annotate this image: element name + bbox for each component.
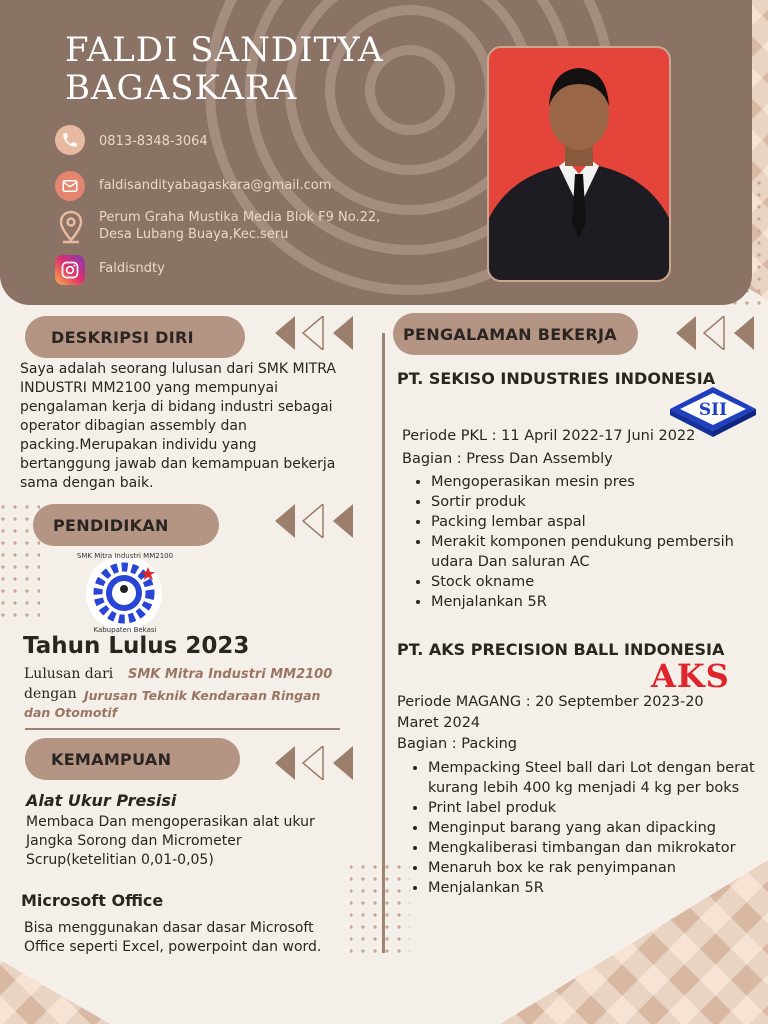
job1-bagian: Bagian : Press Dan Assembly	[402, 451, 613, 467]
job2-periode-line2: Maret 2024	[397, 715, 481, 731]
task-list-item: • Print label produk	[428, 798, 768, 818]
task-list-item: • Menjalankan 5R	[431, 592, 761, 612]
task-list-item: • Mengoperasikan mesin pres	[431, 472, 761, 492]
jurusan-value-2: dan Otomotif	[24, 705, 118, 720]
skill2-title: Microsoft Office	[21, 891, 164, 910]
jurusan-label: dengan	[24, 686, 77, 702]
task-list-item: • Packing lembar aspal	[431, 512, 761, 532]
phone-icon	[55, 125, 85, 155]
phone-number[interactable]: 0813-8348-3064	[99, 134, 208, 149]
lulusan-label: Lulusan dari	[24, 666, 114, 682]
task-list-item: • Mengkaliberasi timbangan dan mikrokator	[428, 838, 768, 858]
sii-logo-text: SII	[698, 400, 728, 420]
name-first: FALDI SANDITYA	[65, 30, 384, 70]
location-pin-icon	[58, 210, 84, 244]
task-list-item: • Stock okname	[431, 572, 761, 592]
school-logo-text-bottom: Kabupaten Bekasi	[93, 626, 157, 634]
job2-periode-line1: Periode MAGANG : 20 September 2023-20	[397, 694, 704, 710]
task-list-item: • Sortir produk	[431, 492, 761, 512]
section-deskripsi-diri: DESKRIPSI DIRI	[25, 316, 245, 358]
deskripsi-text: Saya adalah seorang lulusan dari SMK MITRA INDUSTRI MM2100 yang mempunyai pengalaman kerja di bidang industri sebagai operator dibagian assembly dan packing.Merupakan individu yang bertanggung jawab dan kemampuan bekerja sama dengan baik.	[20, 361, 337, 491]
skill1-title: Alat Ukur Presisi	[26, 791, 177, 810]
job2-task-list	[410, 758, 768, 898]
section-kemampuan: KEMAMPUAN	[25, 738, 240, 780]
lulusan-value: SMK Mitra Industri MM2100	[128, 667, 333, 682]
job2-bagian: Bagian : Packing	[397, 736, 518, 752]
task-list-item: • Menjalankan 5R	[428, 878, 768, 898]
job2-company: PT. AKS PRECISION BALL INDONESIA	[397, 640, 725, 659]
skill1-text: Membaca Dan mengoperasikan alat ukur Jangka Sorong dan Micrometer Scrup(ketelitian 0,01-0,05)	[26, 814, 315, 868]
tahun-lulus: Tahun Lulus 2023	[23, 633, 250, 659]
section-pengalaman-bekerja: PENGALAMAN BEKERJA	[393, 313, 638, 355]
divider-line	[25, 728, 340, 730]
school-logo	[78, 553, 170, 633]
arrow-decoration	[275, 316, 355, 350]
address-line-1: Perum Graha Mustika Media Blok F9 No.22,	[99, 210, 381, 225]
email-address[interactable]: faldisandityabagaskara@gmail.com	[99, 178, 332, 193]
column-divider	[382, 333, 385, 953]
name-last: BAGASKARA	[65, 68, 298, 108]
instagram-handle[interactable]: Faldisndty	[99, 261, 165, 276]
skill2-text: Bisa menggunakan dasar dasar Microsoft Office seperti Excel, powerpoint dan word.	[24, 920, 322, 955]
section-pendidikan: PENDIDIKAN	[33, 504, 219, 546]
aks-logo: AKS	[651, 657, 730, 695]
task-list-item: • Menaruh box ke rak penyimpanan	[428, 858, 768, 878]
job1-company: PT. SEKISO INDUSTRIES INDONESIA	[397, 369, 716, 388]
instagram-icon	[55, 255, 85, 285]
task-list-item: • Mempacking Steel ball dari Lot dengan berat kurang lebih 400 kg menjadi 4 kg per boks	[428, 758, 768, 798]
arrow-decoration	[275, 746, 355, 780]
school-logo-text: SMK Mitra Industri MM2100	[76, 552, 174, 560]
job1-task-list	[413, 472, 761, 612]
task-list-item: • Menginput barang yang akan dipacking	[428, 818, 768, 838]
profile-photo	[487, 46, 671, 282]
task-list-item: • Merakit komponen pendukung pembersih udara Dan saluran AC	[431, 532, 761, 572]
arrow-decoration	[676, 316, 756, 350]
jurusan-value-1: Jurusan Teknik Kendaraan Ringan	[84, 688, 321, 703]
header-banner	[0, 0, 752, 305]
arrow-decoration	[275, 504, 355, 538]
job1-periode: Periode PKL : 11 April 2022-17 Juni 2022	[402, 428, 696, 444]
address-line-2: Desa Lubang Buaya,Kec.seru	[99, 227, 289, 242]
email-icon	[55, 171, 85, 201]
